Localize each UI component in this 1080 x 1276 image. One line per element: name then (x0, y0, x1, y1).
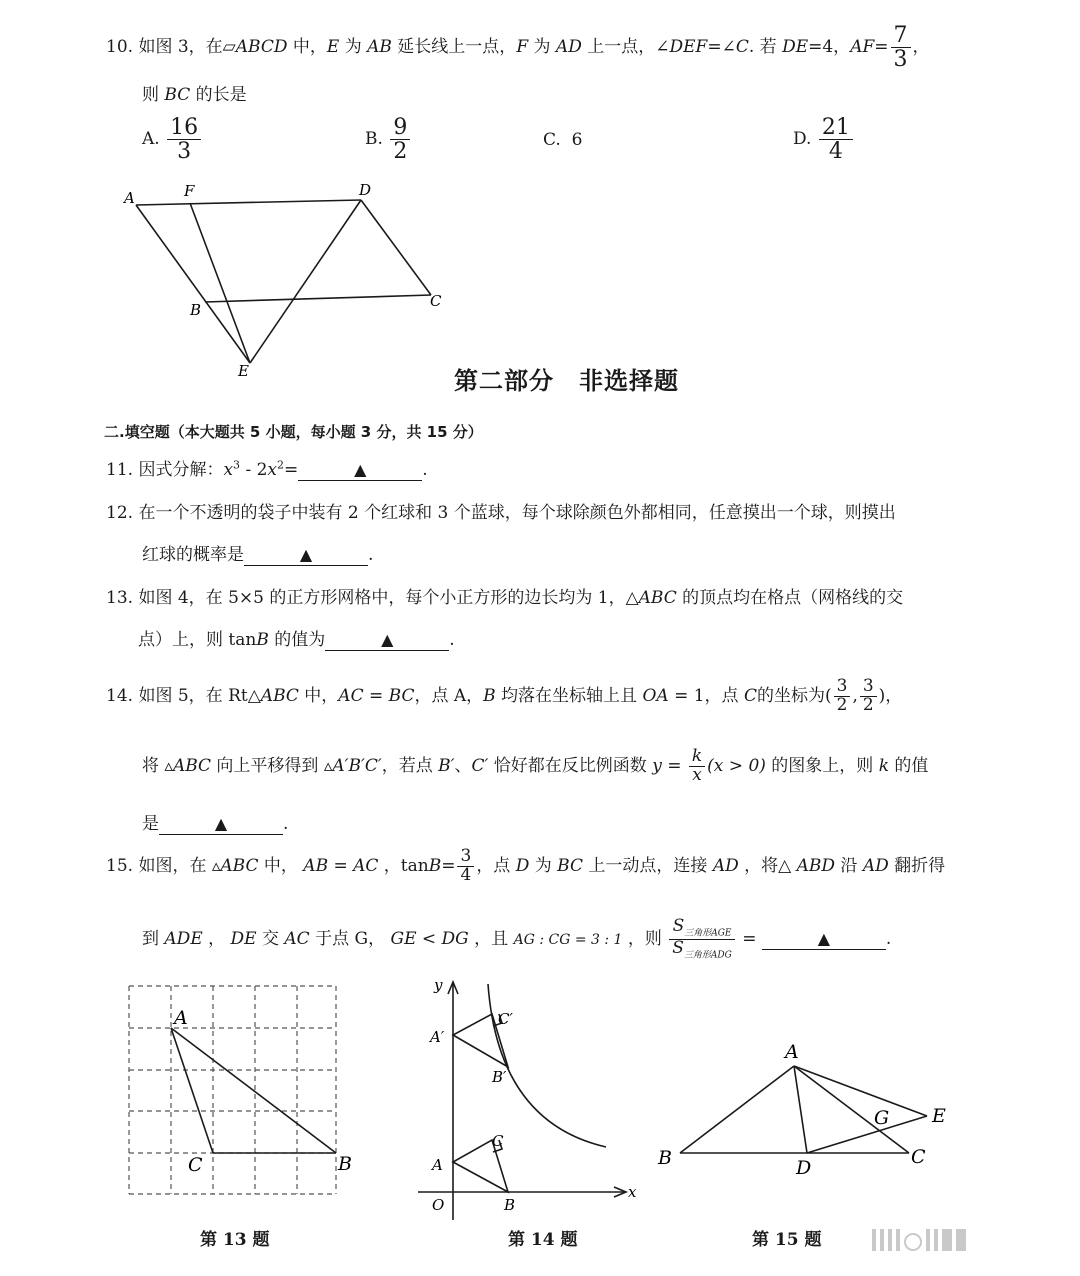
text: 上一点，∠ (581, 37, 670, 58)
text: 因式分解： (138, 460, 224, 480)
exponent: 2 (277, 458, 285, 472)
text: = (736, 928, 762, 949)
watermark-logo (872, 1225, 1052, 1251)
point-d: D (515, 855, 530, 876)
question-14-line3 (142, 809, 288, 835)
equation: AC = BC (338, 685, 415, 706)
text: ，将△ (738, 855, 797, 876)
text: 的坐标为( (756, 685, 832, 706)
fraction-denominator (669, 937, 735, 961)
text: 中， (298, 685, 339, 706)
text: 在一个不透明的袋子中装有 2 个红球和 3 个蓝球，每个球除颜色外都相同，任意摸出一个球，则摸出 (138, 503, 896, 523)
text: 延长线上一点， (391, 37, 517, 58)
segment-ab: AB (367, 37, 392, 58)
fraction-numerator: k (689, 748, 705, 767)
text: =∠ (707, 37, 736, 58)
question-10-line2 (142, 80, 247, 105)
triangle-name: ABC (172, 755, 212, 776)
label-c: C (911, 1146, 926, 1168)
fraction-denominator: 4 (828, 139, 843, 165)
answer-blank[interactable] (762, 929, 886, 950)
text: 的值 (889, 755, 929, 776)
answer-blank[interactable] (298, 460, 422, 481)
text: =4， (808, 37, 851, 58)
fraction-numerator: 7 (891, 24, 911, 48)
triangle-marker: ▲ (817, 928, 831, 948)
text: = (874, 37, 889, 58)
triangle-abd: ABD (796, 855, 836, 876)
var-k: k (878, 755, 890, 776)
segment-de-line (250, 200, 361, 363)
area-symbol: S (672, 916, 685, 936)
part2-title: 第二部分 非选择题 (454, 366, 679, 395)
segment-ac: AC (284, 928, 310, 949)
segment-bc: BC (557, 855, 583, 876)
question-14-line1 (106, 678, 902, 715)
fraction-denominator: 2 (393, 139, 408, 165)
label-b: B (190, 301, 202, 319)
text: . (368, 545, 374, 565)
text: 中， (258, 855, 304, 876)
question-number: 14. (106, 685, 134, 706)
triangle-prime-name: A′B′C′ (332, 755, 382, 776)
text: . 若 (748, 37, 783, 58)
text: . (885, 928, 892, 949)
label-b-prime: B′ (492, 1068, 507, 1086)
fraction-numerator: 21 (819, 116, 853, 140)
text: 中， (287, 37, 327, 58)
label-b: B (338, 1153, 352, 1175)
text: 于点 G， (309, 928, 391, 949)
caption-15: 第 15 题 (752, 1230, 822, 1250)
text: , (852, 685, 858, 706)
label-c: C (430, 292, 442, 310)
coord-fraction (860, 678, 877, 715)
fraction-denominator: 4 (460, 864, 472, 885)
text: ，tan (378, 855, 429, 876)
triangle-marker: ▲ (299, 545, 313, 564)
subscript: 三角形ADG (683, 950, 732, 961)
fraction-denominator: 3 (893, 47, 908, 73)
segment-dc-line (361, 200, 431, 295)
ratio: AG : CG = 3 : 1 (513, 931, 623, 948)
text: 点）上，则 tan (138, 630, 257, 650)
segment-ae-line (136, 205, 250, 363)
fraction-numerator (669, 918, 735, 940)
figure-14-coordinate (418, 972, 640, 1220)
option-b[interactable] (365, 116, 412, 163)
text: . (283, 814, 289, 834)
equation: AB = AC (303, 855, 379, 876)
point-e: E (326, 37, 340, 58)
text: 均落在坐标轴上且 (495, 685, 643, 706)
text: 如图 3，在▱ (138, 37, 236, 58)
text: 交 (256, 928, 285, 949)
question-12-line1 (106, 498, 896, 523)
text: 向上平移得到 ▵ (211, 755, 333, 776)
parallelogram-name: ABCD (235, 37, 288, 58)
text: 红球的概率是 (142, 545, 244, 565)
var-y: y (652, 755, 662, 776)
text: . (422, 460, 428, 480)
text: ，点 A， (414, 685, 484, 706)
segment-ad: AD (862, 855, 889, 876)
text: 上一动点，连接 (583, 855, 713, 876)
area-symbol: S (672, 937, 684, 958)
text: ，则 (622, 928, 668, 949)
triangle-name: ABC (260, 685, 299, 706)
question-number: 12. (106, 503, 134, 523)
label-a: A (174, 1007, 188, 1029)
label-o: O (432, 1196, 445, 1214)
af-fraction (891, 24, 911, 71)
label-e: E (932, 1105, 946, 1127)
point-b-prime: B′ (438, 755, 455, 776)
angle-c: C (735, 37, 749, 58)
option-label: D. (793, 129, 812, 150)
text: ，点 (476, 855, 516, 876)
segment-de: DE (782, 37, 809, 58)
label-d: D (359, 181, 372, 199)
label-d: D (796, 1157, 812, 1179)
figure-13-grid (120, 980, 370, 1200)
fraction-numerator: 16 (167, 116, 201, 140)
text: 如图 5，在 Rt△ (138, 685, 261, 706)
label-b: B (504, 1196, 516, 1214)
option-c[interactable] (543, 130, 582, 150)
figure-15-triangle (652, 1036, 962, 1186)
option-d[interactable] (793, 116, 855, 163)
label-a: A (785, 1041, 799, 1063)
question-number: 11. (106, 460, 134, 480)
point-f: F (516, 37, 529, 58)
text: = (441, 855, 456, 876)
text: = (661, 755, 687, 776)
text: 的长是 (190, 85, 247, 105)
label-a: A (432, 1156, 443, 1174)
text: )， (878, 685, 903, 706)
fraction-numerator: 3 (860, 678, 877, 697)
caption-13: 第 13 题 (200, 1230, 270, 1250)
triangle-marker: ▲ (381, 630, 394, 649)
text: ， (912, 37, 930, 58)
segment-bc-line (205, 295, 431, 302)
text: 的顶点均在格点（网格线的交 (676, 588, 904, 608)
function-fraction (689, 748, 705, 785)
area-ratio-fraction (669, 918, 735, 961)
option-value: 6 (571, 130, 583, 150)
text: = (284, 460, 299, 480)
text: 如图，在 ▵ (138, 855, 221, 876)
fraction-denominator: 3 (177, 139, 192, 165)
question-13-line2 (138, 625, 455, 651)
coord-fraction (834, 678, 851, 715)
exponent: 3 (233, 458, 241, 472)
question-14-line2 (142, 748, 928, 785)
answer-blank[interactable] (159, 814, 283, 835)
text: ， (202, 928, 231, 949)
point-c-prime: C′ (471, 755, 489, 776)
question-15-line2 (142, 918, 891, 961)
text: 为 (339, 37, 368, 58)
fraction-denominator: x (692, 764, 702, 785)
text: . (449, 630, 455, 650)
segment-ad: AD (555, 37, 582, 58)
var-x: x (223, 460, 234, 480)
triangle-marker: ▲ (214, 814, 228, 833)
text: ，且 (468, 928, 514, 949)
answer-blank[interactable] (244, 545, 368, 566)
text: = 1，点 (668, 685, 744, 706)
segment-oa: OA (642, 685, 669, 706)
triangle-name: ABC (638, 588, 677, 608)
fraction-numerator: 3 (834, 678, 851, 697)
question-15-line1 (106, 848, 945, 885)
option-label: B. (365, 129, 383, 150)
segment-ad: AD (712, 855, 739, 876)
label-e: E (238, 362, 249, 380)
option-a[interactable] (142, 116, 203, 163)
text: 的值为 (268, 630, 326, 650)
segment-af: AF (850, 37, 875, 58)
option-label: A. (142, 129, 160, 150)
point-c: C (743, 685, 757, 706)
question-number: 10. (106, 37, 134, 58)
label-a-prime: A′ (430, 1028, 445, 1046)
text: ，若点 (381, 755, 439, 776)
text: 到 (142, 928, 165, 949)
text: 的图象上，则 (765, 755, 879, 776)
triangle-marker: ▲ (354, 460, 367, 479)
question-number: 15. (106, 855, 134, 876)
text: 如图 4，在 5×5 的正方形网格中，每个小正方形的边长均为 1，△ (138, 588, 639, 608)
segment-de: DE (230, 928, 257, 949)
label-c: C (188, 1154, 203, 1176)
label-b: B (658, 1147, 672, 1169)
text: 是 (142, 814, 159, 834)
domain-condition: (x > 0) (707, 755, 766, 776)
var-x: x (267, 460, 278, 480)
label-y: y (434, 976, 443, 994)
option-fraction (167, 116, 201, 163)
text: 为 (528, 37, 556, 58)
option-label: C. (543, 130, 561, 150)
fraction-numerator: 3 (457, 848, 474, 867)
text: - 2 (240, 460, 268, 480)
text: 为 (529, 855, 558, 876)
triangle-name: ABC (220, 855, 259, 876)
question-10-line1 (106, 24, 930, 71)
question-11 (106, 455, 428, 481)
fraction-numerator: 9 (390, 116, 410, 140)
question-12-line2 (142, 540, 373, 566)
text: 恰好都在反比例函数 (488, 755, 653, 776)
fraction-denominator: 2 (862, 694, 874, 715)
point-b: B (428, 855, 442, 876)
label-f: F (184, 182, 195, 200)
angle-def: DEF (669, 37, 708, 58)
segment-fe-line (190, 203, 250, 363)
label-c: C (492, 1132, 504, 1150)
text: 则 (142, 85, 165, 105)
label-c-prime: C′ (498, 1010, 513, 1028)
tan-fraction (457, 848, 474, 885)
question-number: 13. (106, 588, 134, 608)
inequality: GE < DG (390, 928, 469, 949)
answer-blank[interactable] (325, 630, 449, 651)
segment-ad-line (136, 200, 361, 205)
text: 、 (454, 755, 472, 776)
label-g: G (874, 1107, 890, 1129)
label-x: x (628, 1183, 637, 1201)
option-fraction (390, 116, 410, 163)
point-b: B (483, 685, 496, 706)
label-a: A (124, 189, 135, 207)
subscript: 三角形AGE (684, 928, 732, 939)
text: 沿 (835, 855, 863, 876)
section-header: 二.填空题（本大题共 5 小题，每小题 3 分，共 15 分） (104, 423, 483, 441)
question-13-line1 (106, 583, 903, 608)
option-fraction (819, 116, 853, 163)
triangle-ade: ADE (164, 928, 203, 949)
segment-bc: BC (164, 85, 191, 105)
caption-14: 第 14 题 (508, 1230, 578, 1250)
text: 将 ▵ (142, 755, 173, 776)
figure-parallelogram (118, 176, 458, 386)
text: 翻折得 (888, 855, 946, 876)
fraction-denominator: 2 (836, 694, 848, 715)
point-b: B (256, 630, 269, 650)
